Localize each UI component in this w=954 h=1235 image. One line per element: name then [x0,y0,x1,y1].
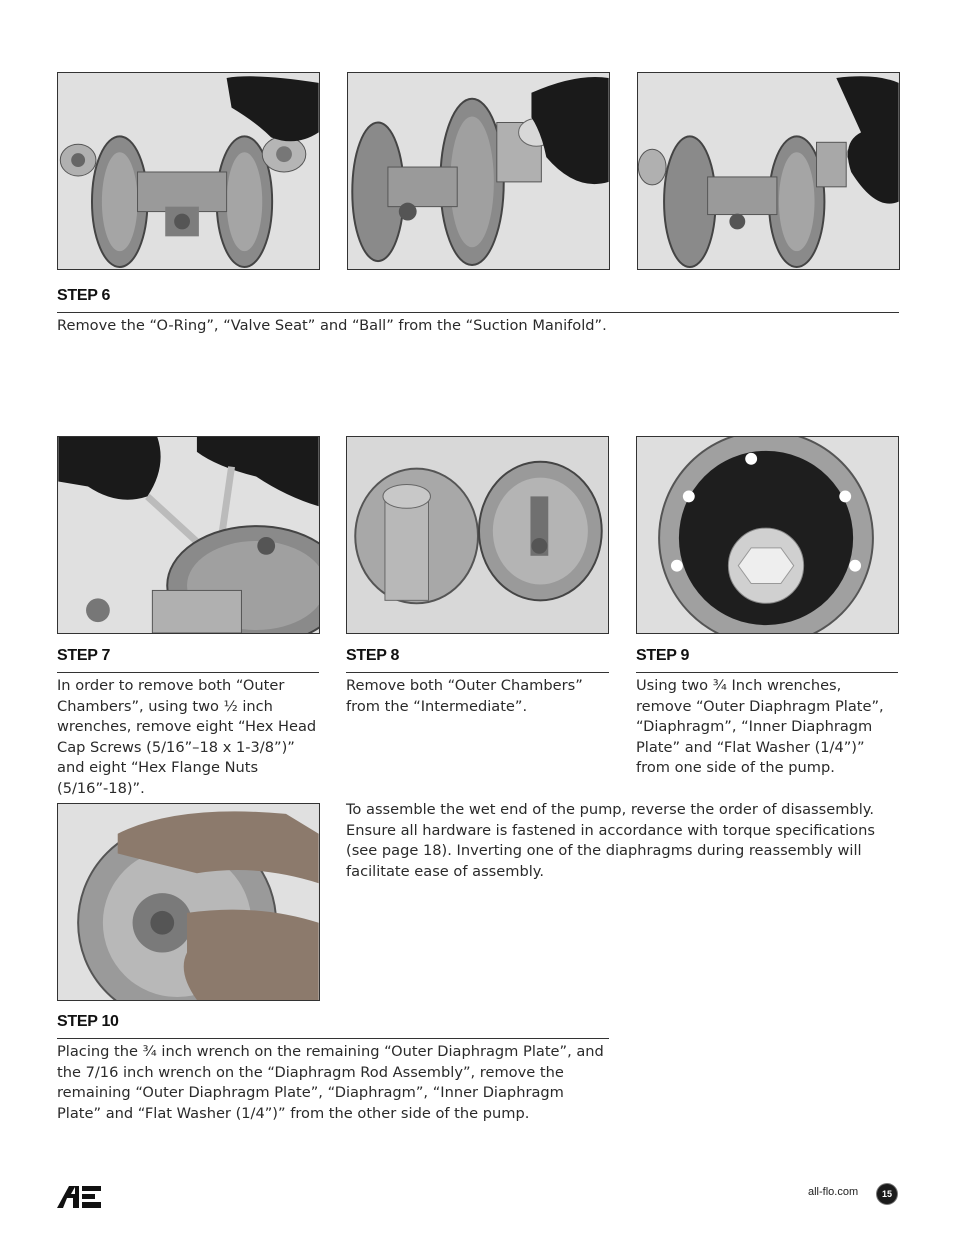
footer-url[interactable]: all-flo.com [808,1186,859,1198]
step9-title: STEP 9 [636,647,690,664]
pump-photo-illustration [348,73,609,269]
step10-photo [57,803,320,1001]
step7-divider [57,672,319,673]
assembly-note: To assemble the wet end of the pump, reverse the order of disassembly. Ensure all hardware is fastened in accordance with torque specifications (see page 18). Inverting one of the diaphragms during reassembly will facilitate ease of assembly. [346,801,875,880]
pump-photo-illustration [637,437,898,633]
step6-photo-2 [347,72,610,270]
step9-instructions: Using two ¾ Inch wrenches, remove “Outer Diaphragm Plate”, “Diaphragm”, “Inner Diaphragm Plate” and “Flat Washer (1/4”)” from one side of the pump. [636,677,884,776]
step6-instructions: Remove the “O-Ring”, “Valve Seat” and “Ball” from the “Suction Manifold”. [57,317,607,334]
all-flo-logo-icon [57,1186,103,1208]
step8-divider [346,672,609,673]
step8-title: STEP 8 [346,647,400,664]
step7-title: STEP 7 [57,647,111,664]
page-number: 15 [877,1184,897,1204]
step10-title: STEP 10 [57,1013,119,1030]
pump-photo-illustration [58,73,319,269]
step9-divider [636,672,898,673]
pump-photo-illustration [347,437,608,633]
pump-photo-illustration [58,804,319,1000]
step8-photo [346,436,609,634]
step10-divider [57,1038,609,1039]
step7-instructions: In order to remove both “Outer Chambers”, using two ½ inch wrenches, remove eight “Hex Head Cap Screws (5/16”–18 x 1-3/8”)” and eight “Hex Flange Nuts (5/16”-18)”. [57,677,317,797]
step6-photo-1 [57,72,320,270]
step6-photo-3 [637,72,900,270]
step6-divider [57,312,899,313]
step9-photo [636,436,899,634]
pump-photo-illustration [638,73,899,269]
step6-title: STEP 6 [57,287,111,304]
step8-instructions: Remove both “Outer Chambers” from the “Intermediate”. [346,677,583,715]
pump-photo-illustration [58,437,319,633]
step10-instructions: Placing the ¾ inch wrench on the remaining “Outer Diaphragm Plate”, and the 7/16 inch wrench on the “Diaphragm Rod Assembly”, remove the remaining “Outer Diaphragm Plate”, “Diaphragm”, “Inner Diaphragm Plate” and “Flat Washer (1/4”)” from the other side of the pump. [57,1043,604,1122]
step7-photo [57,436,320,634]
